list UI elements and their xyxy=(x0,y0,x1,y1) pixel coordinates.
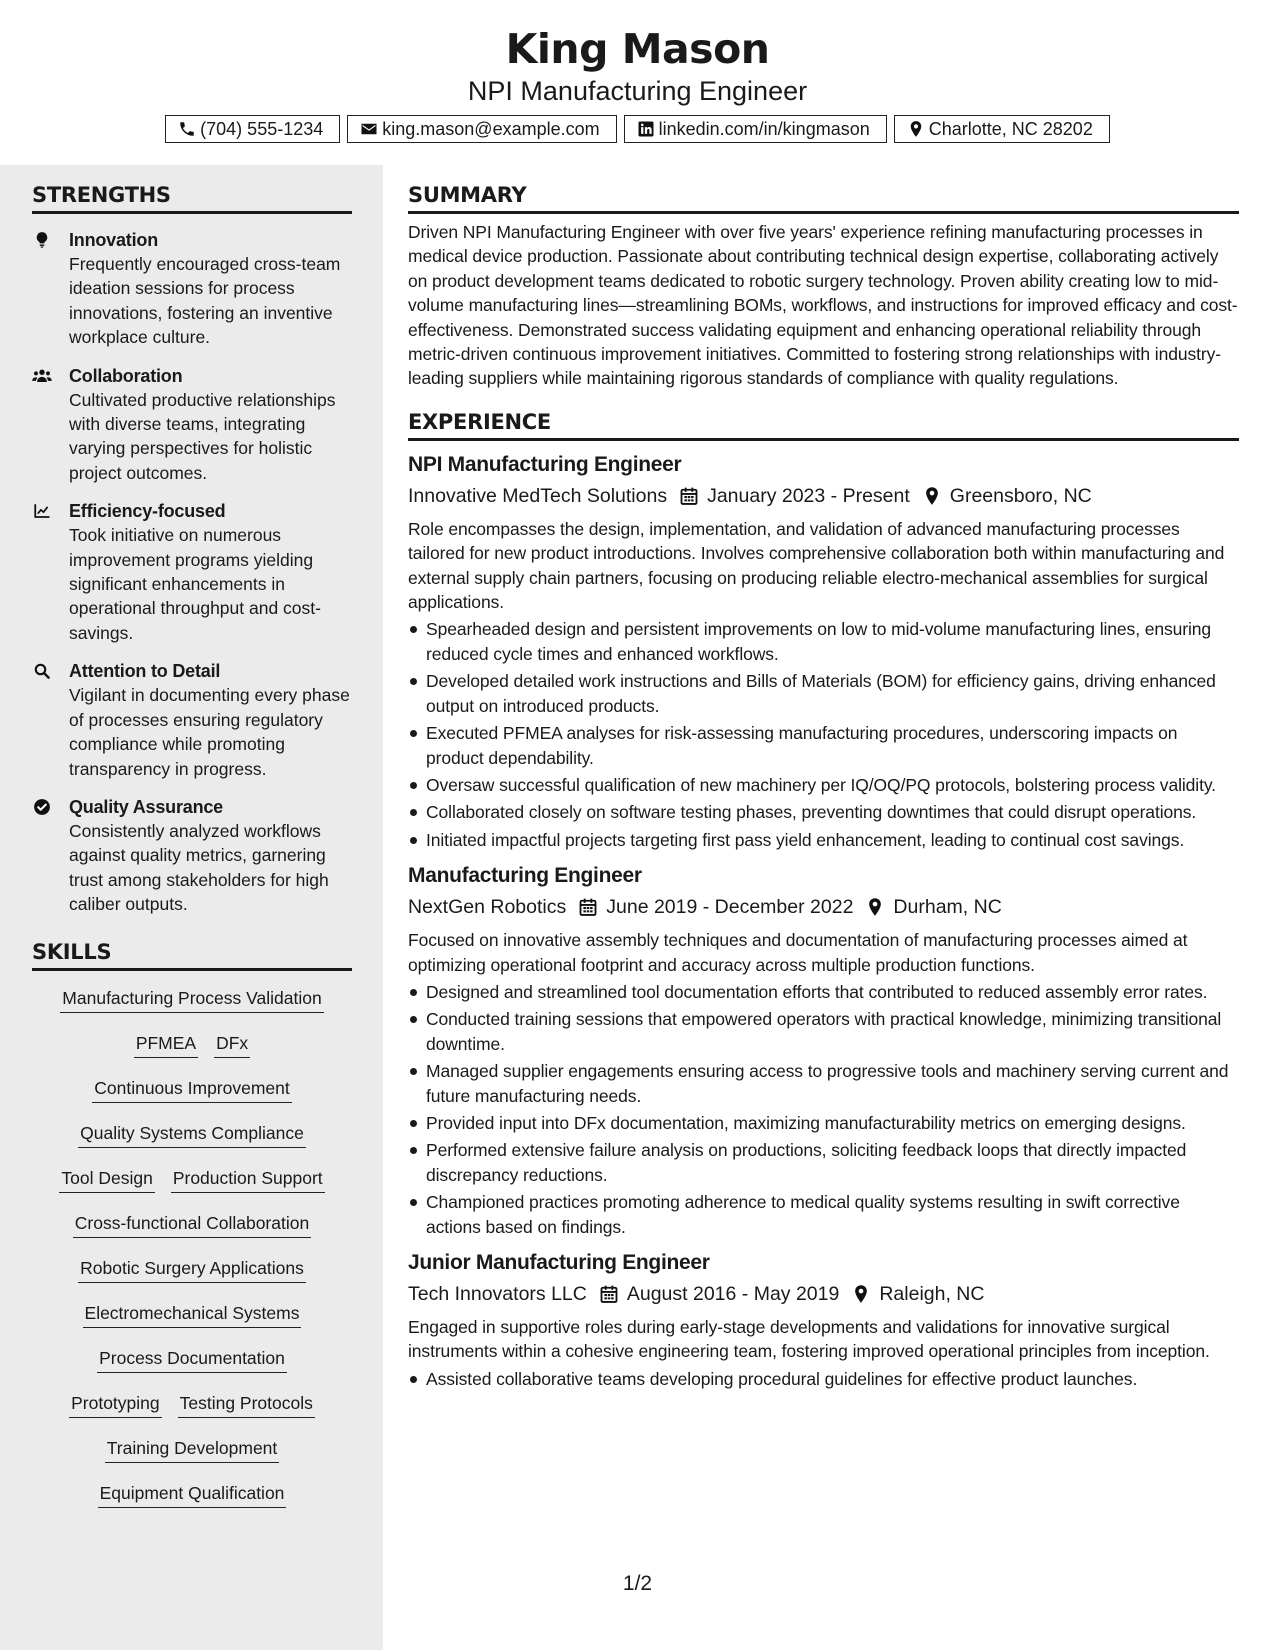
strength-desc: Took initiative on numerous improvement programs yielding significant enhancements in operational throughput and cost-savings. xyxy=(69,525,321,643)
strength-title: Quality Assurance xyxy=(69,796,223,817)
resume-header xyxy=(0,0,1275,143)
lightbulb-icon xyxy=(32,231,52,249)
contact-bar xyxy=(0,115,1275,143)
job-bullet: Provided input into DFx documentation, maximizing manufacturability metrics on emerging designs. xyxy=(408,1111,1239,1135)
strength-title: Collaboration xyxy=(69,365,183,386)
job-bullet: Championed practices promoting adherence to medical quality systems resulting in swift corrective actions based on findings. xyxy=(408,1190,1239,1239)
map-pin-icon xyxy=(922,486,942,506)
job-entry xyxy=(408,451,1239,852)
skill-tag: Quality Systems Compliance xyxy=(78,1121,306,1148)
sidebar xyxy=(32,180,352,1519)
job-description: Role encompasses the design, implementation, and validation of advanced manufacturing processes tailored for new product introductions. Involves comprehensive collaboration both within manufacturing and external supply chain partners, focusing on producing reliable electro-mechanical assemblies for surgical applications. xyxy=(408,518,1225,613)
skill-tag: Equipment Qualification xyxy=(98,1481,287,1508)
skill-tag: Prototyping xyxy=(69,1391,162,1418)
strength-title: Efficiency-focused xyxy=(69,501,226,522)
strength-title: Innovation xyxy=(69,230,158,250)
job-meta xyxy=(408,1280,1239,1308)
job-description: Engaged in supportive roles during early-stage developments and validations for innovative surgical instruments within a cohesive engineering team, fostering improved operational principles from inception. xyxy=(408,1317,1210,1362)
skill-tag: Training Development xyxy=(105,1436,280,1463)
contact-linkedin-text: linkedin.com/in/kingmason xyxy=(658,118,870,139)
job-dates: August 2016 - May 2019 xyxy=(626,1283,840,1305)
job-location: Raleigh, NC xyxy=(879,1283,985,1305)
job-bullet: Collaborated closely on software testing phases, preventing downtimes that could disrupt operations. xyxy=(408,800,1239,824)
job-bullet: Designed and streamlined tool documentation efforts that contributed to reduced assembly error rates. xyxy=(408,980,1239,1004)
skill-tag: Cross-functional Collaboration xyxy=(73,1211,311,1238)
strength-item xyxy=(32,659,352,781)
page-number: 1/2 xyxy=(622,1572,653,1595)
job-description: Focused on innovative assembly techniques and documentation of manufacturing processes aimed at optimizing operational footprint and accuracy across multiple production functions. xyxy=(408,930,1188,975)
users-icon xyxy=(32,367,52,385)
envelope-icon xyxy=(360,120,378,138)
skill-tag: Manufacturing Process Validation xyxy=(60,986,323,1013)
phone-icon xyxy=(178,120,196,138)
job-bullets xyxy=(408,617,1239,852)
skill-tag: PFMEA xyxy=(134,1031,198,1058)
job-company: NextGen Robotics xyxy=(408,896,567,919)
experience-heading: EXPERIENCE xyxy=(408,407,1239,441)
skill-tag: Robotic Surgery Applications xyxy=(78,1256,306,1283)
job-title: Manufacturing Engineer xyxy=(408,864,642,888)
search-icon xyxy=(32,662,52,680)
job-company: Tech Innovators LLC xyxy=(408,1283,587,1305)
job-bullet: Performed extensive failure analysis on productions, soliciting feedback loops that directly impacted discrepancy reductions. xyxy=(408,1138,1239,1187)
skill-tag: DFx xyxy=(214,1031,250,1058)
job-bullet: Initiated impactful projects targeting first pass yield enhancement, leading to continual cost savings. xyxy=(408,828,1239,852)
skill-tag: Continuous Improvement xyxy=(92,1076,292,1103)
calendar-icon xyxy=(578,897,598,917)
strengths-heading: STRENGTHS xyxy=(32,180,352,214)
job-title: Junior Manufacturing Engineer xyxy=(408,1251,710,1274)
check-circle-icon xyxy=(32,798,52,816)
summary-text: Driven NPI Manufacturing Engineer with over five years' experience refining manufacturing processes in medical device production. Passionate about contributing technical design expertise, collaborating actively on product development teams dedicated to robotic surgery technology. Proven ability creating low to mid-volume manufacturing lines—streamlining BOMs, workflows, and instructions for improved efficacy and cost-effectiveness. Demonstrated success validating equipment and enhancing operational reliability through metric-driven continuous improvement initiatives. Committed to fostering strong relationships with industry-leading suppliers while maintaining rigorous standards of compliance with quality regulations. xyxy=(408,222,1238,389)
strength-item xyxy=(32,364,352,486)
strength-item xyxy=(32,795,352,917)
job-location: Greensboro, NC xyxy=(949,484,1092,507)
skill-tag: Electromechanical Systems xyxy=(83,1301,302,1328)
strength-desc: Vigilant in documenting every phase of processes ensuring regulatory compliance while promoting transparency in progress. xyxy=(69,685,350,779)
contact-phone-text: (704) 555-1234 xyxy=(200,118,324,139)
contact-email-text: king.mason@example.com xyxy=(382,118,600,139)
job-entry xyxy=(408,862,1239,1239)
main-column xyxy=(408,180,1239,1391)
map-pin-icon xyxy=(907,120,925,138)
skill-tag: Tool Design xyxy=(59,1166,154,1193)
candidate-role: NPI Manufacturing Engineer xyxy=(467,76,808,106)
summary-heading: SUMMARY xyxy=(408,180,1239,214)
candidate-name: King Mason xyxy=(505,25,770,73)
job-bullets xyxy=(408,980,1239,1239)
job-company: Innovative MedTech Solutions xyxy=(408,484,668,507)
strength-title: Attention to Detail xyxy=(69,661,221,682)
job-bullet: Assisted collaborative teams developing procedural guidelines for effective product launches. xyxy=(408,1367,1239,1391)
linkedin-icon xyxy=(637,120,655,138)
job-bullet: Developed detailed work instructions and Bills of Materials (BOM) for efficiency gains, driving enhanced output on introduced products. xyxy=(408,669,1239,718)
job-bullet: Oversaw successful qualification of new machinery per IQ/OQ/PQ protocols, bolstering process validity. xyxy=(408,773,1239,797)
job-bullet: Spearheaded design and persistent improvements on low to mid-volume manufacturing lines, ensuring reduced cycle times and enhanced workflows. xyxy=(408,617,1239,666)
strength-desc: Cultivated productive relationships with diverse teams, integrating varying perspectives for holistic project outcomes. xyxy=(69,389,336,483)
skills-heading: SKILLS xyxy=(32,937,352,971)
calendar-icon xyxy=(599,1284,619,1304)
strength-desc: Consistently analyzed workflows against quality metrics, garnering trust among stakeholders for high caliber outputs. xyxy=(69,820,329,915)
job-dates: June 2019 - December 2022 xyxy=(606,896,854,919)
skills-list xyxy=(32,979,352,1519)
job-bullet: Conducted training sessions that empowered operators with practical knowledge, minimizing transitional downtime. xyxy=(408,1007,1239,1056)
calendar-icon xyxy=(679,486,699,506)
job-bullet: Managed supplier engagements ensuring access to progressive tools and machinery serving current and future manufacturing needs. xyxy=(408,1059,1239,1108)
strength-item xyxy=(32,499,352,645)
skill-tag: Production Support xyxy=(171,1166,325,1193)
contact-location-text: Charlotte, NC 28202 xyxy=(928,118,1093,139)
job-bullet: Executed PFMEA analyses for risk-assessing manufacturing procedures, underscoring impacts on product dependability. xyxy=(408,721,1239,770)
map-pin-icon xyxy=(865,897,885,917)
job-location: Durham, NC xyxy=(893,896,1002,919)
job-meta xyxy=(408,482,1239,510)
job-title: NPI Manufacturing Engineer xyxy=(408,452,682,476)
skill-tag: Testing Protocols xyxy=(178,1391,315,1418)
strength-desc: Frequently encouraged cross-team ideation sessions for process innovations, fostering an inventive workplace culture. xyxy=(69,254,341,348)
contact-phone[interactable] xyxy=(165,115,340,143)
job-dates: January 2023 - Present xyxy=(707,484,910,507)
skill-tag: Process Documentation xyxy=(97,1346,287,1373)
contact-email[interactable] xyxy=(347,115,616,143)
contact-linkedin[interactable] xyxy=(624,115,887,143)
chart-line-icon xyxy=(32,502,52,520)
job-bullets xyxy=(408,1367,1239,1391)
map-pin-icon xyxy=(851,1284,871,1304)
job-entry xyxy=(408,1249,1239,1391)
job-meta xyxy=(408,893,1239,921)
strength-item xyxy=(32,228,352,350)
contact-location[interactable] xyxy=(894,115,1110,143)
